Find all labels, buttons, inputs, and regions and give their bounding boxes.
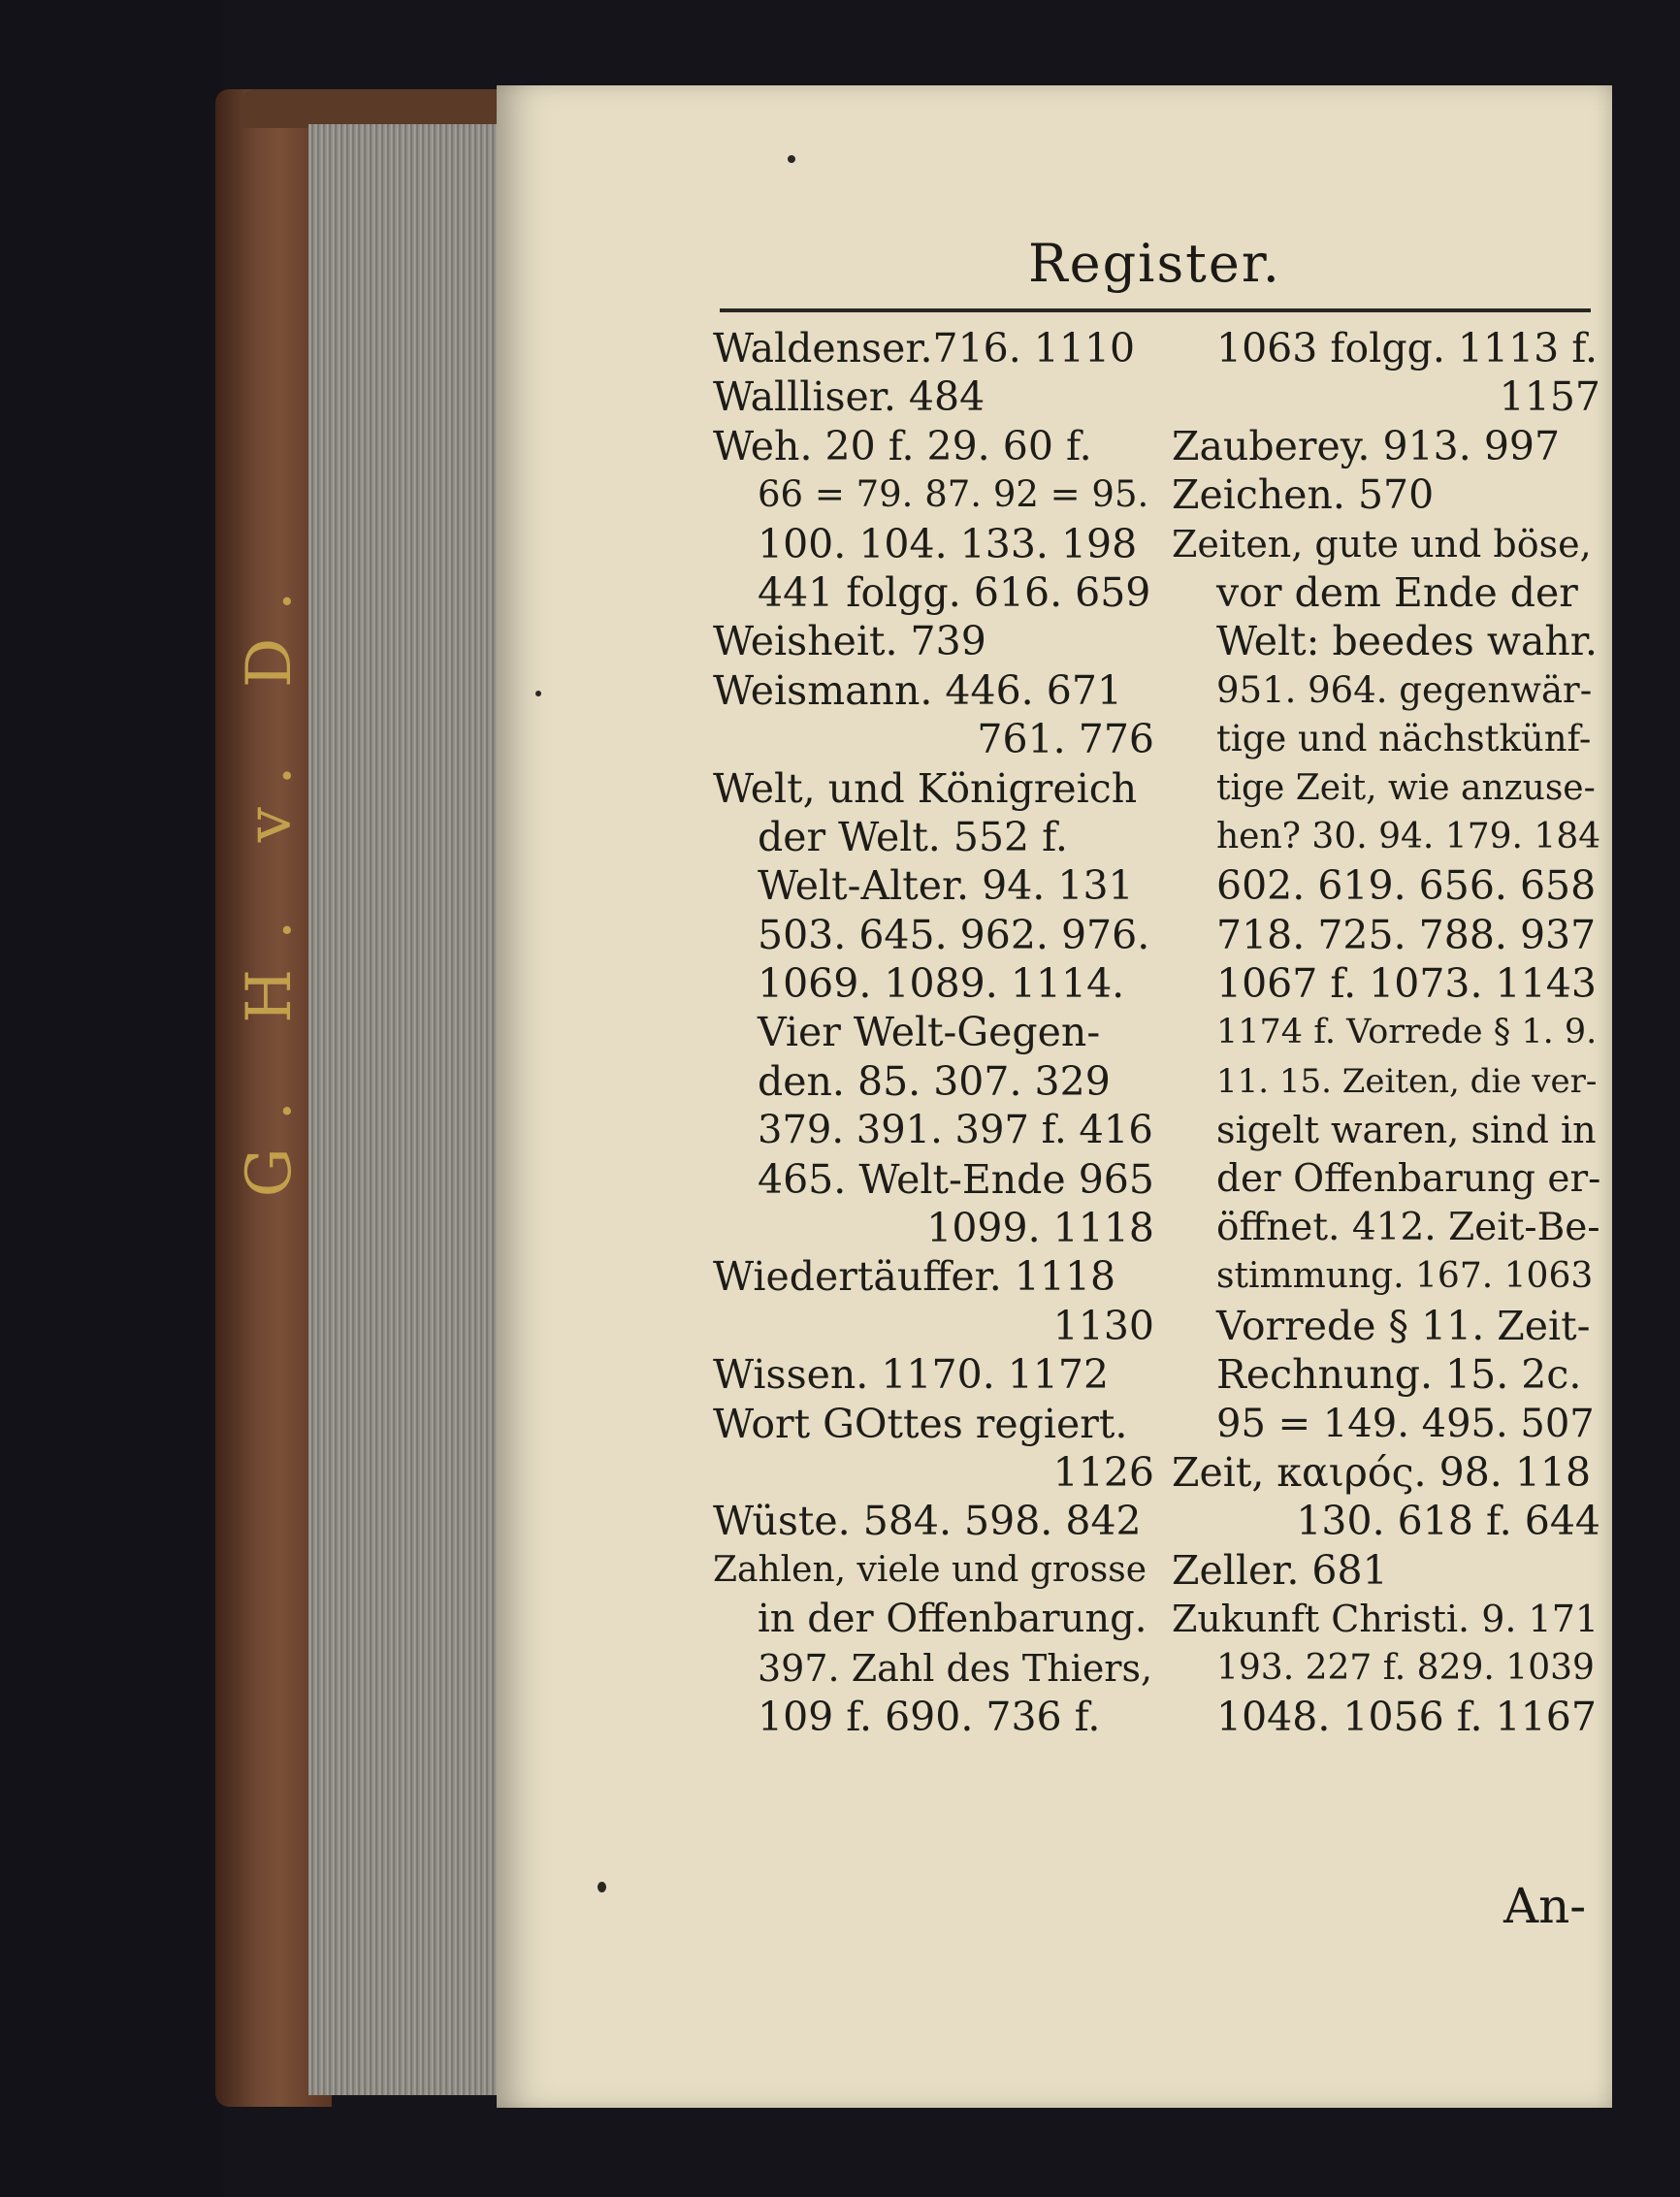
index-entry-line [1172,568,1600,617]
index-entry-text: 1063 folgg. 1113 f. [1216,325,1599,372]
index-entry-text: 441 folgg. 616. 659 [758,568,1151,616]
index-entry-text: 193. 227 f. 829. 1039 [1216,1647,1595,1688]
book-cover-top [242,89,501,128]
index-entry-line [1172,372,1600,421]
index-entry-line [713,861,1154,910]
index-entry-line [713,959,1154,1008]
index-entry-line [1172,520,1600,568]
index-entry-line [713,1057,1154,1106]
index-column-left [713,324,1154,1741]
index-entry-line [1172,1252,1600,1301]
index-entry-text: 718. 725. 788. 937 [1216,911,1597,958]
index-entry-line [1172,1302,1600,1350]
index-entry-text: der Offenbarung er- [1216,1156,1600,1201]
index-entry-line [713,1204,1154,1252]
index-entry-text: Vier Welt-Gegen- [758,1009,1101,1056]
index-entry-text: 11. 15. Zeiten, die ver- [1216,1061,1598,1101]
ink-speck [788,155,795,163]
index-entry-text: 130. 618 f. 644 [1296,1498,1600,1545]
index-entry-text: 761. 776 [977,716,1154,763]
index-entry-line [1172,861,1600,910]
index-entry-text: 100. 104. 133. 198 [758,520,1138,567]
index-entry-line [713,372,1154,421]
index-entry-text: 465. Welt-Ende 965 [758,1155,1154,1203]
index-entry-line [713,666,1154,715]
index-entry-text: 379. 391. 397 f. 416 [758,1108,1153,1153]
spine-lettering: G. H. v. D. [234,562,306,1198]
index-entry-line [1172,1204,1600,1252]
index-entry-text: der Welt. 552 f. [758,813,1068,860]
index-entry-text: Wort GOttes regiert. [713,1400,1128,1447]
index-entry-line [1172,470,1600,519]
index-entry-text: tige und nächstkünf- [1216,718,1592,760]
index-entry-text: 1157 [1499,373,1600,421]
index-entry-text: 95 = 149. 495. 507 [1216,1401,1595,1446]
index-entry-text: Welt: beedes wahr. [1216,618,1598,665]
index-entry-line [713,1448,1154,1497]
index-entry-line [713,422,1154,470]
index-entry-text: Weisheit. 739 [713,618,986,665]
index-entry-text: vor dem Ende der [1216,568,1578,616]
index-entry-line [713,1497,1154,1545]
index-entry-text: Weismann. 446. 671 [713,666,1122,714]
index-entry-line [1172,1546,1600,1595]
index-entry-text: Zahlen, viele und grosse [713,1549,1147,1590]
index-entry-line [713,470,1154,519]
index-entry-line [1172,1155,1600,1204]
index-entry-line [713,617,1154,665]
index-entry-text: tige Zeit, wie anzuse- [1216,767,1596,808]
index-entry-line [1172,422,1600,470]
index-entry-line [1172,715,1600,763]
index-entry-line [713,813,1154,861]
index-entry-line [1172,324,1600,372]
index-entry-text: öffnet. 412. Zeit-Be- [1216,1206,1600,1250]
index-entry-text: 1174 f. Vorrede § 1. 9. [1216,1013,1598,1052]
index-entry-text: 951. 964. gegenwär- [1216,668,1593,711]
index-entry-line [1172,1106,1600,1154]
ink-speck [598,1882,606,1892]
index-entry-line [1172,1644,1600,1693]
index-entry-text: Rechnung. 15. 2c. [1216,1351,1582,1399]
index-entry-text: 503. 645. 962. 976. [758,911,1150,958]
index-entry-line [713,911,1154,959]
index-entry-line [1172,1350,1600,1399]
index-entry-line [1172,666,1600,715]
index-entry-text: Wüste. 584. 598. 842 [713,1498,1142,1545]
index-entry-text: Vorrede § 11. Zeit- [1216,1302,1591,1349]
index-entry-text: Zauberey. 913. 997 [1172,422,1561,469]
index-entry-line [713,520,1154,568]
index-entry-line [713,1252,1154,1301]
index-entry-text: 1126 [1052,1448,1154,1496]
index-entry-text: 1099. 1118 [926,1205,1154,1252]
index-entry-text: 1048. 1056 f. 1167 [1216,1693,1597,1740]
index-entry-text: Zeichen. 570 [1172,471,1435,519]
index-entry-line [1172,1595,1600,1643]
index-entry-text: Zukunft Christi. 9. 171 [1172,1598,1599,1641]
index-entry-text: 109 f. 690. 736 f. [758,1693,1101,1740]
index-entry-line [1172,813,1600,861]
index-entry-line [1172,1448,1600,1497]
background-left [0,0,223,2197]
index-entry-line [713,1155,1154,1204]
index-entry-line [1172,1497,1600,1545]
index-entry-text: Welt-Alter. 94. 131 [758,862,1134,910]
index-entry-text: Waldenser.716. 1110 [713,325,1136,372]
index-entry-text: 1130 [1052,1302,1154,1349]
index-entry-text: Zeller. 681 [1172,1546,1388,1594]
index-entry-line [713,568,1154,617]
index-entry-line [713,1302,1154,1350]
index-entry-text: in der Offenbarung. [758,1597,1147,1642]
index-entry-text: stimmung. 167. 1063 [1216,1256,1594,1297]
header-rule [720,308,1591,312]
index-entry-line [1172,911,1600,959]
index-entry-line [1172,1057,1600,1106]
index-entry-line [713,1106,1154,1154]
index-entry-line [713,1546,1154,1595]
index-entry-line [1172,617,1600,665]
index-entry-line [1172,1400,1600,1448]
index-entry-line [713,1008,1154,1056]
index-entry-line [713,324,1154,372]
index-entry-line [1172,1008,1600,1056]
index-entry-text: 1069. 1089. 1114. [758,960,1125,1008]
index-entry-text: Welt, und Königreich [713,764,1138,812]
index-entry-text: 602. 619. 656. 658 [1216,862,1597,910]
index-entry-text: Wissen. 1170. 1172 [713,1351,1110,1399]
index-entry-text: 66 = 79. 87. 92 = 95. [758,473,1149,516]
index-entry-text: Zeit, καιρός. 98. 118 [1172,1448,1592,1496]
index-entry-line [1172,1693,1600,1741]
ink-speck [535,691,541,696]
index-entry-text: 1067 f. 1073. 1143 [1216,960,1597,1008]
page-edges [308,124,501,2095]
index-entry-line [713,1350,1154,1399]
index-entry-line [713,1595,1154,1643]
catchword: An- [1503,1878,1587,1934]
index-entry-line [1172,959,1600,1008]
page-title: Register. [1028,233,1281,294]
index-entry-line [1172,764,1600,813]
index-column-right [1172,324,1600,1741]
index-entry-text: Wiedertäuffer. 1118 [713,1253,1116,1301]
index-entry-line [713,1693,1154,1741]
index-entry-text: 397. Zahl des Thiers, [758,1646,1153,1690]
index-entry-text: den. 85. 307. 329 [758,1057,1111,1105]
index-entry-text: Zeiten, gute und böse, [1172,522,1592,565]
index-entry-line [713,715,1154,763]
index-entry-line [713,764,1154,813]
index-entry-text: Weh. 20 f. 29. 60 f. [713,422,1092,469]
index-entry-line [713,1644,1154,1693]
index-entry-text: Wallliser. 484 [713,373,985,421]
index-entry-line [713,1400,1154,1448]
index-entry-text: sigelt waren, sind in [1216,1109,1597,1152]
index-entry-text: hen? 30. 94. 179. 184 [1216,816,1600,856]
